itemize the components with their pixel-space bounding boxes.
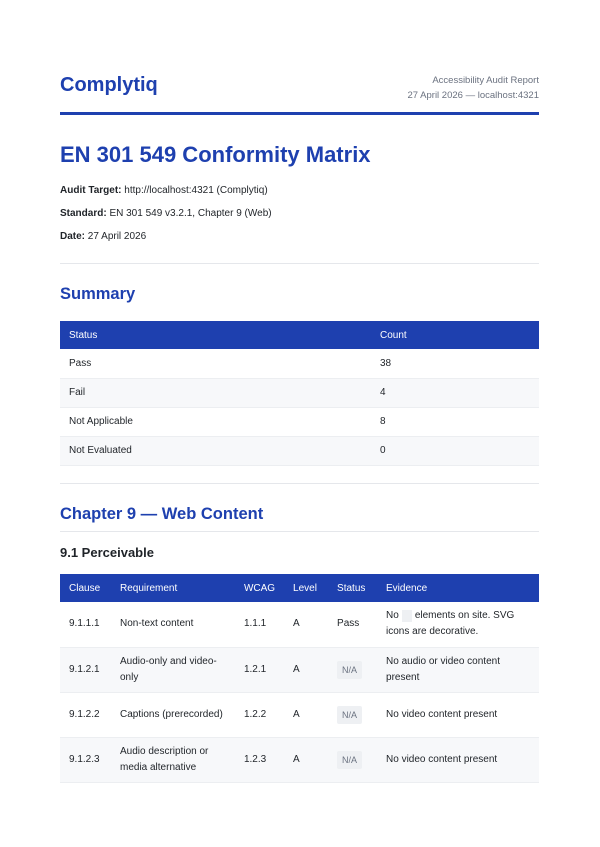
status-badge: N/A [337,751,362,769]
status-badge: N/A [337,661,362,679]
level-cell: A [284,737,328,782]
meta-standard [60,208,272,219]
table-row [60,378,539,407]
count-cell: 38 [371,349,539,378]
column-header-clause: Clause [69,582,101,594]
report-header [60,0,539,115]
standard-value: EN 301 549 v3.2.1, Chapter 9 (Web) [109,208,272,219]
summary-header-row [60,321,539,349]
conformity-table [60,574,539,783]
level-cell: A [284,692,328,737]
wcag-cell: 1.2.2 [235,692,284,737]
column-header-status: Status [69,329,98,341]
header-meta [407,73,539,103]
level-cell: A [284,602,328,647]
clause-cell: 9.1.2.3 [60,737,111,782]
wcag-cell: 1.2.3 [235,737,284,782]
meta-audit-target [60,185,268,196]
page-title: EN 301 549 Conformity Matrix [60,142,371,167]
report-type: Accessibility Audit Report [432,75,539,86]
section-heading: 9.1 Perceivable [60,545,154,560]
evidence-cell: No video content present [377,692,539,737]
chapter-heading: Chapter 9 — Web Content [60,505,264,523]
evidence-cell [377,602,539,647]
summary-heading: Summary [60,285,136,303]
count-cell: 0 [371,436,539,465]
conformity-header-row [60,574,539,602]
divider [60,263,539,264]
evidence-cell: No audio or video content present [377,647,539,692]
status-cell: Pass [328,602,377,647]
table-row [60,737,539,782]
status-badge: N/A [337,706,362,724]
divider [60,531,539,532]
status-cell: Fail [60,378,371,407]
audit-target-label: Audit Target: [60,185,122,196]
requirement-cell: Audio description or media alternative [111,737,235,782]
clause-cell: 9.1.2.1 [60,647,111,692]
count-cell: 8 [371,407,539,436]
table-row [60,692,539,737]
date-label: Date: [60,231,86,242]
table-row [60,602,539,647]
column-header-level: Level [293,582,317,594]
table-row [60,647,539,692]
divider [60,483,539,484]
requirement-cell: Audio-only and video-only [111,647,235,692]
clause-cell: 9.1.1.1 [60,602,111,647]
report-page [60,0,539,773]
status-cell [328,737,377,782]
column-header-wcag: WCAG [243,582,276,594]
status-cell: Pass [60,349,371,378]
column-header-count: Count [380,329,407,341]
status-cell [328,692,377,737]
evidence-text-start: No [386,610,399,622]
clause-cell: 9.1.2.2 [60,692,111,737]
evidence-text-end: elements on site. SVG icons are decorative. [386,610,515,638]
standard-label: Standard: [60,208,107,219]
date-value: 27 April 2026 [87,231,147,242]
table-row [60,349,539,378]
wcag-cell: 1.1.1 [235,602,284,647]
evidence-cell: No video content present [377,737,539,782]
column-header-requirement: Requirement [119,582,178,594]
column-header-evidence: Evidence [386,582,428,594]
column-header-status: Status [337,582,366,594]
requirement-cell: Non-text content [111,602,235,647]
summary-table [60,321,539,466]
status-cell: Not Applicable [60,407,371,436]
wcag-cell: 1.2.1 [235,647,284,692]
table-row [60,407,539,436]
table-row [60,436,539,465]
report-date-host: 27 April 2026 — localhost:4321 [407,90,539,101]
meta-date [60,231,146,242]
brand-logo-text: Complytiq [60,74,158,96]
level-cell: A [284,647,328,692]
requirement-cell: Captions (prerecorded) [111,692,235,737]
audit-target-value: http://localhost:4321 (Complytiq) [124,185,268,196]
inline-code-chip [402,610,412,622]
status-cell [328,647,377,692]
count-cell: 4 [371,378,539,407]
status-cell: Not Evaluated [60,436,371,465]
